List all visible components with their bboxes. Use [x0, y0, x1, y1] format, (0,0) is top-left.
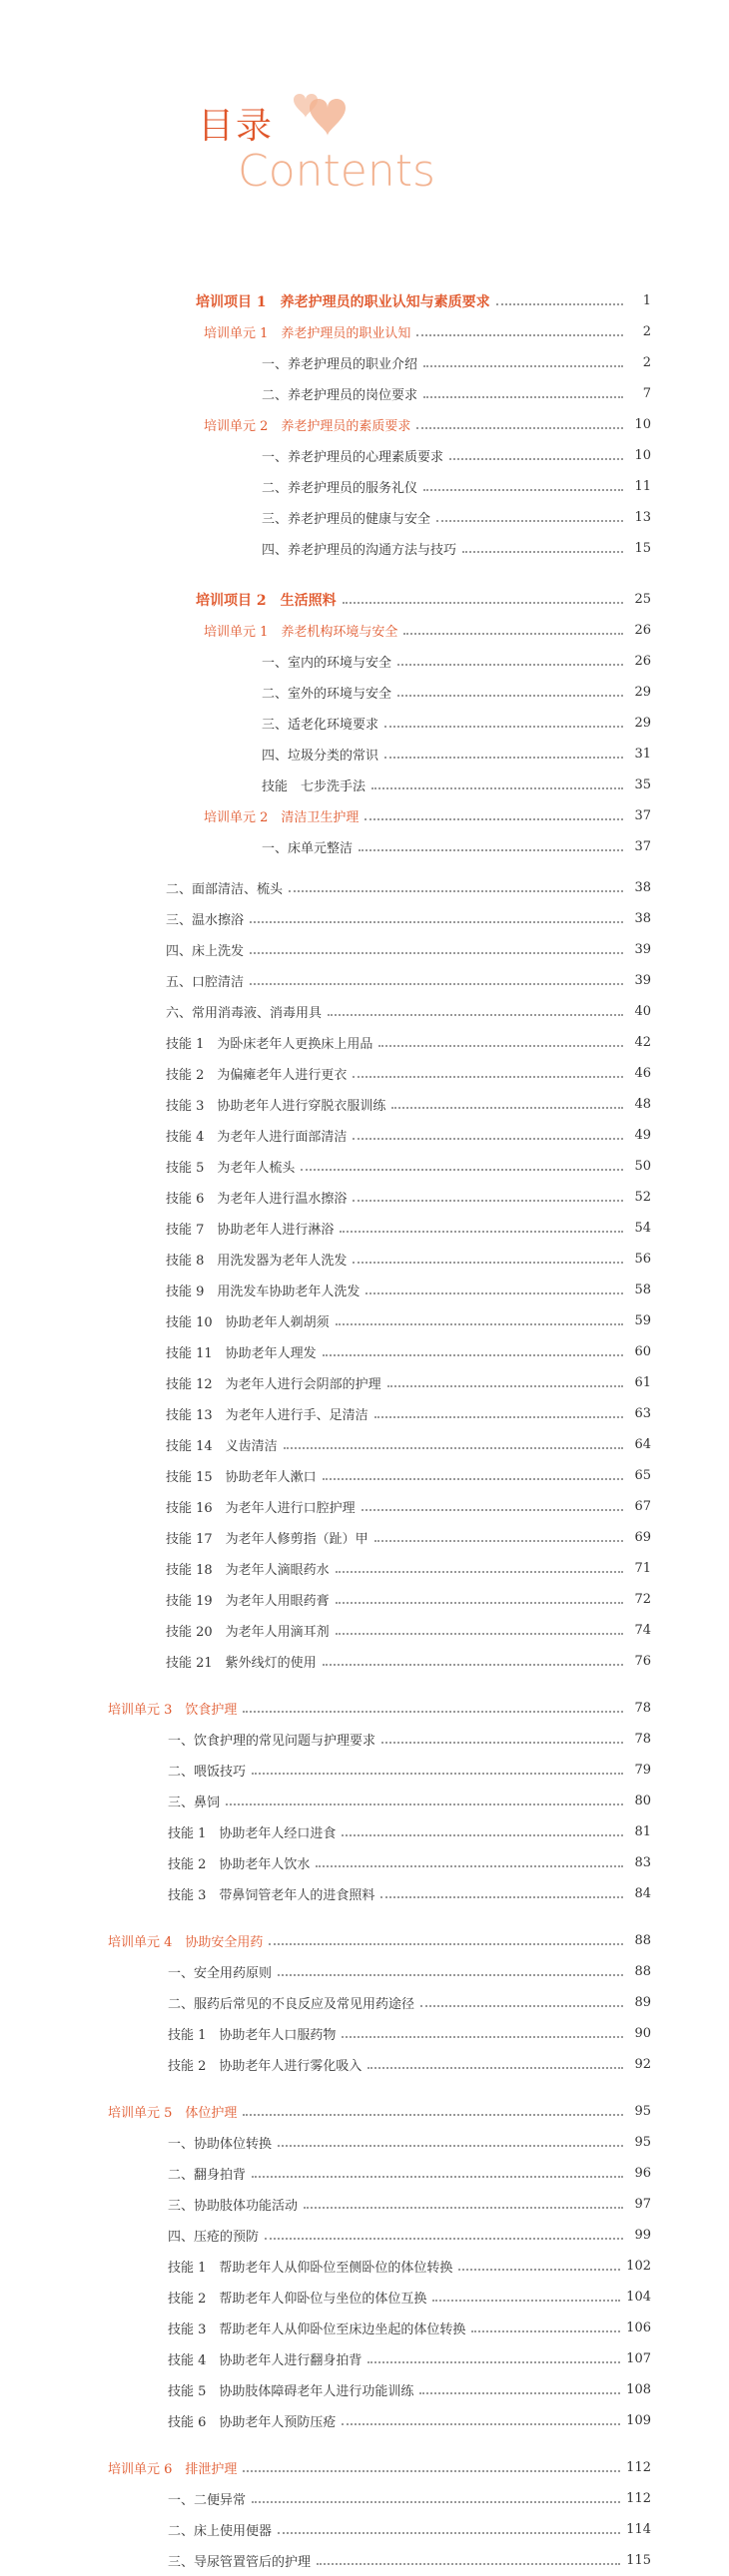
- toc-entry-label: 一、床单元整洁: [262, 841, 354, 856]
- toc-entry-label: 培训单元 4 协助安全用药: [108, 1935, 264, 1950]
- toc-entry[interactable]: [204, 409, 651, 440]
- dot-leader: [316, 1864, 623, 1867]
- dot-leader: [384, 725, 623, 728]
- toc-entry[interactable]: [166, 1089, 651, 1120]
- dot-leader: [342, 2035, 623, 2038]
- toc-entry[interactable]: [262, 471, 651, 502]
- toc-entry[interactable]: [166, 1305, 651, 1336]
- toc-entry[interactable]: [108, 1925, 651, 1956]
- toc-entry-page: 49: [634, 1128, 651, 1143]
- toc-entry[interactable]: [262, 440, 651, 471]
- toc-entry-page: 88: [634, 1964, 651, 1979]
- toc-entry-page: 84: [634, 1886, 651, 1901]
- toc-entry-label: 技能 3 协助老年人进行穿脱衣服训练: [166, 1099, 386, 1114]
- toc-entry-label: 技能 15 协助老年人漱口: [166, 1470, 317, 1485]
- dot-leader: [378, 1044, 623, 1047]
- toc-entry-page: 1: [642, 293, 651, 308]
- toc-entry[interactable]: [168, 2158, 651, 2189]
- toc-entry-label: 技能 18 为老年人滴眼药水: [166, 1563, 330, 1578]
- dot-leader: [353, 1261, 623, 1264]
- toc-entry-page: 63: [634, 1406, 651, 1421]
- toc-entry-page: 52: [634, 1190, 651, 1205]
- dot-leader: [353, 1199, 623, 1202]
- toc-entry-label: 三、温水擦浴: [166, 913, 245, 928]
- toc-entry-label: 六、常用消毒液、消毒用具: [166, 1006, 323, 1021]
- toc-entry-page: 10: [634, 417, 651, 432]
- toc-entry-page: 112: [626, 2460, 651, 2475]
- toc-entry[interactable]: [262, 347, 651, 378]
- toc-entry[interactable]: [168, 1987, 651, 2018]
- dot-leader: [423, 395, 623, 398]
- toc-entry[interactable]: [168, 1816, 651, 1847]
- toc-entry[interactable]: [166, 1244, 651, 1275]
- toc-entry-label: 技能 1 协助老年人口服药物: [168, 2028, 337, 2043]
- dot-leader: [380, 1895, 623, 1898]
- toc-entry[interactable]: [168, 2514, 651, 2545]
- dot-leader: [336, 1632, 623, 1635]
- toc-entry-label: 三、适老化环境要求: [262, 718, 379, 733]
- toc-entry-page: 15: [634, 541, 651, 556]
- toc-entry-page: 26: [634, 654, 651, 669]
- dot-leader: [252, 1772, 623, 1775]
- toc-entry-label: 技能 17 为老年人修剪指（趾）甲: [166, 1532, 368, 1547]
- dot-leader: [403, 632, 623, 635]
- toc-entry[interactable]: [204, 615, 651, 646]
- toc-entry-label: 二、床上使用便器: [168, 2524, 273, 2539]
- toc-entry-label: 技能 5 为老年人梳头: [166, 1161, 296, 1176]
- dot-leader: [381, 1741, 623, 1744]
- toc-entry[interactable]: [108, 1693, 651, 1724]
- toc-entry-page: 59: [634, 1313, 651, 1328]
- toc-entry[interactable]: [262, 677, 651, 708]
- toc-entry-page: 58: [634, 1283, 651, 1297]
- toc-entry-page: 79: [634, 1763, 651, 1778]
- dot-leader: [420, 2004, 623, 2007]
- toc-entry-page: 115: [626, 2553, 651, 2568]
- dot-leader: [284, 1446, 623, 1449]
- toc-entry[interactable]: [166, 1646, 651, 1677]
- toc-entry-page: 39: [634, 942, 651, 957]
- dot-leader: [384, 756, 623, 759]
- dot-leader: [342, 1833, 623, 1836]
- toc-entry[interactable]: [168, 2018, 651, 2049]
- toc-entry[interactable]: [166, 996, 651, 1027]
- toc-entry-label: 二、翻身拍背: [168, 2168, 247, 2183]
- toc-entry[interactable]: [166, 1027, 651, 1058]
- toc-entry-page: 104: [626, 2290, 651, 2305]
- toc-entry-page: 39: [634, 973, 651, 988]
- dot-leader: [278, 2144, 623, 2147]
- toc-entry[interactable]: [262, 646, 651, 677]
- toc-entry-page: 108: [626, 2382, 651, 2397]
- toc-entry[interactable]: [166, 1522, 651, 1553]
- dot-leader: [462, 550, 623, 553]
- toc-entry-label: 技能 2 协助老年人饮水: [168, 1857, 311, 1872]
- toc-entry-page: 29: [634, 685, 651, 700]
- toc-entry-page: 67: [634, 1499, 651, 1514]
- toc-entry[interactable]: [262, 708, 651, 739]
- toc-entry-page: 37: [634, 808, 651, 823]
- toc-entry[interactable]: [166, 1275, 651, 1305]
- dot-leader: [432, 2299, 620, 2302]
- toc-entry[interactable]: [168, 2343, 651, 2374]
- toc-entry[interactable]: [168, 1724, 651, 1755]
- toc-entry-page: 29: [634, 716, 651, 731]
- dot-leader: [458, 2268, 620, 2271]
- toc-entry[interactable]: [166, 1429, 651, 1460]
- toc-entry-page: 26: [634, 623, 651, 638]
- toc-entry[interactable]: [166, 1584, 651, 1615]
- dot-leader: [328, 1013, 623, 1016]
- toc-entry-page: 10: [634, 448, 651, 463]
- toc-entry-label: 技能 4 为老年人进行面部清洁: [166, 1130, 348, 1145]
- toc-entry[interactable]: [166, 872, 651, 903]
- dot-leader: [391, 1106, 623, 1109]
- toc-entry[interactable]: [166, 1336, 651, 1367]
- toc-entry-label: 一、二便异常: [168, 2493, 247, 2508]
- dot-leader: [353, 1075, 623, 1078]
- toc-entry-label: 二、服药后常见的不良反应及常见用药途径: [168, 1997, 415, 2012]
- toc-entry-label: 四、养老护理员的沟通方法与技巧: [262, 543, 457, 558]
- toc-entry-page: 38: [634, 880, 651, 895]
- toc-entry-page: 81: [634, 1824, 651, 1839]
- dot-leader: [243, 2113, 623, 2116]
- toc-entry-label: 四、压疮的预防: [168, 2230, 260, 2245]
- toc-entry-page: 99: [634, 2228, 651, 2243]
- dot-leader: [353, 1137, 623, 1140]
- toc-entry[interactable]: [168, 2405, 651, 2436]
- dot-leader: [423, 488, 623, 491]
- dot-leader: [243, 2469, 620, 2472]
- dot-leader: [374, 1415, 623, 1418]
- toc-entry[interactable]: [166, 1491, 651, 1522]
- toc-entry[interactable]: [168, 2282, 651, 2313]
- dot-leader: [323, 1353, 623, 1356]
- toc-entry-label: 技能 19 为老年人用眼药膏: [166, 1594, 330, 1609]
- toc-entry-label: 技能 2 帮助老年人仰卧位与坐位的体位互换: [168, 2292, 427, 2307]
- toc-entry-page: 96: [634, 2166, 651, 2181]
- toc-entry[interactable]: [166, 1460, 651, 1491]
- toc-entry-label: 技能 2 为偏瘫老年人进行更衣: [166, 1068, 348, 1083]
- toc-entry-label: 一、饮食护理的常见问题与护理要求: [168, 1734, 376, 1749]
- dot-leader: [243, 1710, 623, 1713]
- toc-entry-label: 培训单元 3 饮食护理: [108, 1703, 238, 1718]
- toc-entry[interactable]: [168, 2483, 651, 2514]
- toc-entry-label: 二、室外的环境与安全: [262, 687, 392, 702]
- toc-entry[interactable]: [168, 2127, 651, 2158]
- toc-entry-page: 46: [634, 1066, 651, 1081]
- dot-leader: [416, 333, 623, 336]
- toc-entry-label: 技能 七步洗手法: [262, 779, 366, 794]
- dot-leader: [323, 1477, 623, 1480]
- toc-entry-label: 二、养老护理员的岗位要求: [262, 388, 418, 403]
- dot-leader: [250, 951, 623, 954]
- toc-entry-label: 三、协助肢体功能活动: [168, 2199, 299, 2214]
- toc-entry-label: 技能 4 协助老年人进行翻身拍背: [168, 2353, 363, 2368]
- toc-title: 目录: [198, 106, 275, 147]
- dot-leader: [374, 1539, 623, 1542]
- toc-entry[interactable]: [168, 1755, 651, 1786]
- dot-leader: [250, 920, 623, 923]
- toc-entry-page: 35: [634, 777, 651, 792]
- toc-entry-label: 四、垃圾分类的常识: [262, 749, 379, 764]
- toc-entry-label: 一、室内的环境与安全: [262, 656, 392, 671]
- toc-entry-label: 三、养老护理员的健康与安全: [262, 512, 431, 527]
- dot-leader: [496, 302, 623, 305]
- dot-leader: [449, 457, 623, 460]
- dot-leader: [278, 1973, 623, 1976]
- toc-entry-label: 技能 14 义齿清洁: [166, 1439, 278, 1454]
- toc-header: [198, 88, 457, 208]
- toc-entry-page: 97: [634, 2197, 651, 2212]
- toc-entry-label: 培训单元 2 养老护理员的素质要求: [204, 419, 411, 434]
- dot-leader: [364, 817, 623, 820]
- dot-leader: [367, 2360, 620, 2363]
- toc-entry[interactable]: [168, 2374, 651, 2405]
- dot-leader: [269, 1942, 623, 1945]
- toc-entry[interactable]: [168, 2545, 651, 2576]
- toc-entry-page: 7: [642, 386, 651, 401]
- toc-entry-label: 技能 3 帮助老年人从仰卧位至床边坐起的体位转换: [168, 2322, 466, 2337]
- toc-entry-label: 一、协助体位转换: [168, 2137, 273, 2152]
- dot-leader: [436, 519, 623, 522]
- toc-entry-label: 技能 10 协助老年人剃胡须: [166, 1315, 330, 1330]
- toc-entry-page: 95: [634, 2104, 651, 2119]
- toc-entry[interactable]: [166, 1058, 651, 1089]
- dot-leader: [419, 2391, 620, 2394]
- toc-entry-label: 技能 13 为老年人进行手、足清洁: [166, 1408, 368, 1423]
- toc-entry[interactable]: [108, 2096, 651, 2127]
- toc-entry-page: 78: [634, 1732, 651, 1747]
- dot-leader: [323, 1663, 623, 1666]
- toc-entry-label: 技能 2 协助老年人进行雾化吸入: [168, 2059, 363, 2074]
- toc-entry-label: 技能 3 带鼻饲管老年人的进食照料: [168, 1888, 375, 1903]
- toc-entry[interactable]: [166, 965, 651, 996]
- toc-entry[interactable]: [166, 903, 651, 934]
- toc-entry-page: 112: [626, 2491, 651, 2506]
- toc-entry-page: 114: [626, 2522, 651, 2537]
- toc-entry-label: 技能 16 为老年人进行口腔护理: [166, 1501, 356, 1516]
- toc-entry-label: 技能 1 为卧床老年人更换床上用品: [166, 1037, 373, 1052]
- toc-entry-label: 技能 20 为老年人用滴耳剂: [166, 1625, 330, 1640]
- toc-entry-page: 90: [634, 2026, 651, 2041]
- toc-entry[interactable]: [196, 285, 651, 316]
- toc-entry[interactable]: [166, 1182, 651, 1213]
- toc-entry-page: 11: [634, 479, 651, 494]
- toc-entry-label: 培训单元 1 养老机构环境与安全: [204, 625, 398, 640]
- toc-entry-page: 56: [634, 1252, 651, 1267]
- hearts-icon: [284, 88, 354, 144]
- toc-entry-label: 培训单元 6 排泄护理: [108, 2462, 238, 2477]
- toc-entry-label: 三、鼻饲: [168, 1796, 221, 1810]
- dot-leader: [336, 1601, 623, 1604]
- dot-leader: [336, 1570, 623, 1573]
- toc-entry-page: 31: [634, 747, 651, 762]
- dot-leader: [278, 2531, 620, 2534]
- toc-entry[interactable]: [166, 1553, 651, 1584]
- toc-entry-label: 技能 7 协助老年人进行淋浴: [166, 1223, 335, 1238]
- dot-leader: [387, 1384, 623, 1387]
- toc-entry-label: 一、安全用药原则: [168, 1966, 273, 1981]
- dot-leader: [304, 2206, 623, 2209]
- toc-entry-page: 89: [634, 1995, 651, 2010]
- dot-leader: [471, 2329, 620, 2332]
- toc-entry-page: 83: [634, 1855, 651, 1870]
- toc-entry[interactable]: [262, 831, 651, 862]
- toc-entry-page: 65: [634, 1468, 651, 1483]
- toc-entry[interactable]: [166, 1615, 651, 1646]
- toc-entry-page: 37: [634, 839, 651, 854]
- dot-leader: [397, 663, 623, 666]
- toc-entry-page: 76: [634, 1654, 651, 1669]
- toc-entry-page: 106: [626, 2320, 651, 2335]
- toc-entry-label: 四、床上洗发: [166, 944, 245, 959]
- toc-entry-page: 13: [634, 510, 651, 525]
- dot-leader: [416, 426, 623, 429]
- toc-entry-page: 88: [634, 1933, 651, 1948]
- toc-entry-page: 107: [626, 2351, 651, 2366]
- dot-leader: [252, 2175, 623, 2178]
- dot-leader: [362, 1508, 623, 1511]
- toc-entry-label: 三、导尿管置管后的护理: [168, 2555, 312, 2570]
- toc-entry-page: 64: [634, 1437, 651, 1452]
- toc-entry[interactable]: [196, 584, 651, 615]
- toc-entry[interactable]: [262, 739, 651, 770]
- toc-entry-label: 培训项目 1 养老护理员的职业认知与素质要求: [196, 293, 490, 310]
- toc-entry-label: 技能 6 为老年人进行温水擦浴: [166, 1192, 348, 1207]
- dot-leader: [317, 2562, 620, 2565]
- toc-entry-label: 技能 1 帮助老年人从仰卧位至侧卧位的体位转换: [168, 2261, 453, 2276]
- toc-entry-label: 二、面部清洁、梳头: [166, 882, 284, 897]
- toc-entry-label: 技能 9 用洗发车协助老年人洗发: [166, 1285, 361, 1299]
- toc-entry[interactable]: [168, 1956, 651, 1987]
- toc-entry[interactable]: [168, 2251, 651, 2282]
- toc-entry[interactable]: [166, 1367, 651, 1398]
- toc-entry[interactable]: [166, 1151, 651, 1182]
- toc-entry-page: 40: [634, 1004, 651, 1019]
- toc-entry-page: 50: [634, 1159, 651, 1174]
- toc-entry-page: 38: [634, 911, 651, 926]
- toc-entry-label: 二、喂饭技巧: [168, 1765, 247, 1780]
- toc-entry-label: 一、养老护理员的心理素质要求: [262, 450, 444, 465]
- toc-entry-label: 技能 8 用洗发器为老年人洗发: [166, 1254, 348, 1269]
- dot-leader: [289, 889, 623, 892]
- toc-entry-label: 技能 5 协助肢体障碍老年人进行功能训练: [168, 2384, 414, 2399]
- toc-entry[interactable]: [166, 1120, 651, 1151]
- toc-entry[interactable]: [166, 934, 651, 965]
- toc-entry-label: 技能 6 协助老年人预防压疮: [168, 2415, 337, 2430]
- toc-entry-page: 95: [634, 2135, 651, 2150]
- dot-leader: [250, 982, 623, 985]
- toc-entry[interactable]: [168, 1786, 651, 1816]
- toc-entry-page: 2: [642, 324, 651, 339]
- dot-leader: [340, 1230, 623, 1233]
- toc-entry-page: 74: [634, 1623, 651, 1638]
- toc-entry-page: 60: [634, 1344, 651, 1359]
- dot-leader: [367, 2066, 623, 2069]
- toc-entry-label: 技能 1 协助老年人经口进食: [168, 1826, 337, 1841]
- toc-entry[interactable]: [168, 1878, 651, 1909]
- dot-leader: [397, 694, 623, 697]
- toc-entry-label: 技能 21 紫外线灯的使用: [166, 1656, 317, 1671]
- toc-entry[interactable]: [166, 1213, 651, 1244]
- toc-entry-label: 技能 12 为老年人进行会阴部的护理: [166, 1377, 381, 1392]
- toc-entry-label: 一、养老护理员的职业介绍: [262, 357, 418, 372]
- toc-entry-page: 54: [634, 1221, 651, 1236]
- toc-entry[interactable]: [262, 770, 651, 800]
- dot-leader: [252, 2500, 620, 2503]
- toc-entry-page: 72: [634, 1592, 651, 1607]
- toc-entry[interactable]: [262, 378, 651, 409]
- toc-entry-page: 80: [634, 1794, 651, 1808]
- toc-entry[interactable]: [168, 2313, 651, 2343]
- toc-entry-page: 71: [634, 1561, 651, 1576]
- dot-leader: [342, 2422, 620, 2425]
- dot-leader: [226, 1803, 623, 1805]
- dot-leader: [371, 786, 623, 789]
- toc-entry-page: 102: [626, 2259, 651, 2274]
- dot-leader: [265, 2237, 623, 2240]
- toc-entry[interactable]: [204, 800, 651, 831]
- toc-entry[interactable]: [168, 1847, 651, 1878]
- toc-entry-page: 69: [634, 1530, 651, 1545]
- toc-entry[interactable]: [168, 2049, 651, 2080]
- toc-entry-label: 培训项目 2 生活照料: [196, 592, 337, 609]
- toc-entry-label: 培训单元 2 清洁卫生护理: [204, 810, 360, 825]
- dot-leader: [365, 1291, 623, 1294]
- toc-entry-page: 25: [634, 592, 651, 607]
- toc-entry-page: 48: [634, 1097, 651, 1112]
- toc-entry-page: 42: [634, 1035, 651, 1050]
- toc-entry-label: 二、养老护理员的服务礼仪: [262, 481, 418, 496]
- dot-leader: [343, 601, 623, 604]
- toc-entry-page: 109: [626, 2413, 651, 2428]
- toc-entry[interactable]: [262, 533, 651, 564]
- toc-entry-label: 培训单元 5 体位护理: [108, 2106, 238, 2121]
- dot-leader: [423, 364, 623, 367]
- toc-entry-label: 培训单元 1 养老护理员的职业认知: [204, 326, 411, 341]
- toc-entry[interactable]: [168, 2189, 651, 2220]
- dot-leader: [301, 1168, 623, 1171]
- toc-entry-label: 五、口腔清洁: [166, 975, 245, 990]
- toc-entry[interactable]: [262, 502, 651, 533]
- toc-entry-page: 61: [634, 1375, 651, 1390]
- toc-entry[interactable]: [168, 2220, 651, 2251]
- toc-subtitle: Contents: [238, 146, 435, 197]
- toc-entry-page: 78: [634, 1701, 651, 1716]
- toc-entry-label: 技能 11 协助老年人理发: [166, 1346, 317, 1361]
- toc-entry-page: 2: [642, 355, 651, 370]
- dot-leader: [359, 848, 623, 851]
- dot-leader: [336, 1322, 623, 1325]
- toc-entry-page: 92: [634, 2057, 651, 2072]
- toc-entry[interactable]: [108, 2452, 651, 2483]
- toc-entry[interactable]: [166, 1398, 651, 1429]
- toc-entry[interactable]: [204, 316, 651, 347]
